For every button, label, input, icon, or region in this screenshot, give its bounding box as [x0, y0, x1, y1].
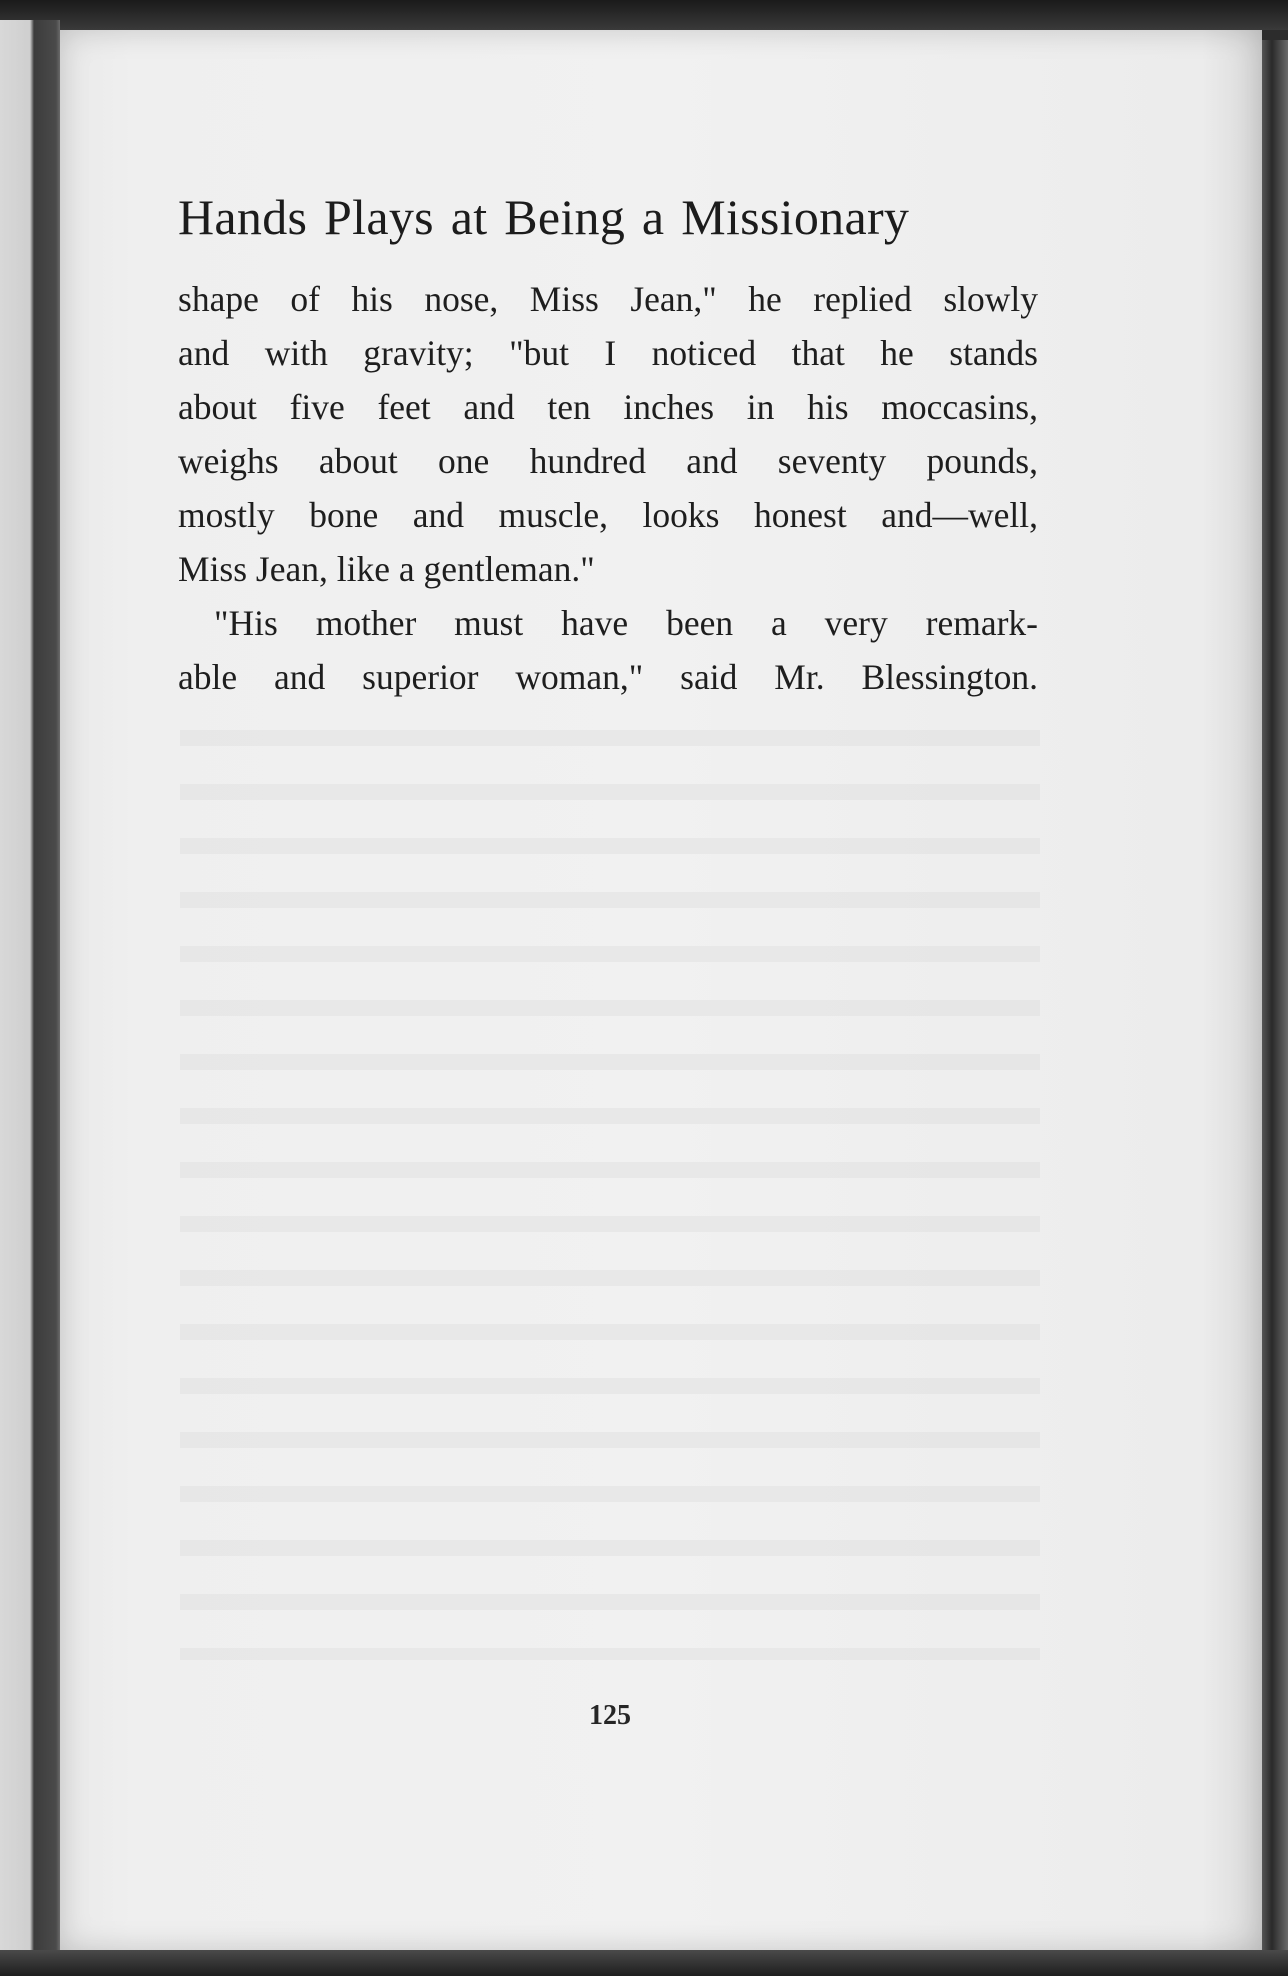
text-line: shape of his nose, Miss Jean," he replied slowly	[178, 279, 1038, 319]
text-line: mostly bone and muscle, looks honest and—well,	[178, 495, 1038, 535]
text-line: about five feet and ten inches in his moccasins,	[178, 387, 1038, 427]
page-number: 125	[589, 1700, 631, 1731]
scan-edge-top	[0, 0, 1288, 30]
running-head: Hands Plays at Being a Missionary	[178, 189, 910, 245]
book-edge-right	[1262, 40, 1288, 1976]
reverse-side-bleed-through	[180, 700, 1040, 1660]
scan-edge-bottom	[0, 1950, 1288, 1976]
text-line: "His mother must have been a very remark-	[214, 603, 1038, 643]
text-line: able and superior woman," said Mr. Blessington.	[178, 657, 1038, 697]
text-line: and with gravity; "but I noticed that he stands	[178, 333, 1038, 373]
text-line: Miss Jean, like a gentleman."	[178, 549, 595, 589]
text-line: weighs about one hundred and seventy pounds,	[178, 441, 1038, 481]
body-text	[178, 272, 1038, 704]
book-spine-left	[0, 20, 60, 1976]
